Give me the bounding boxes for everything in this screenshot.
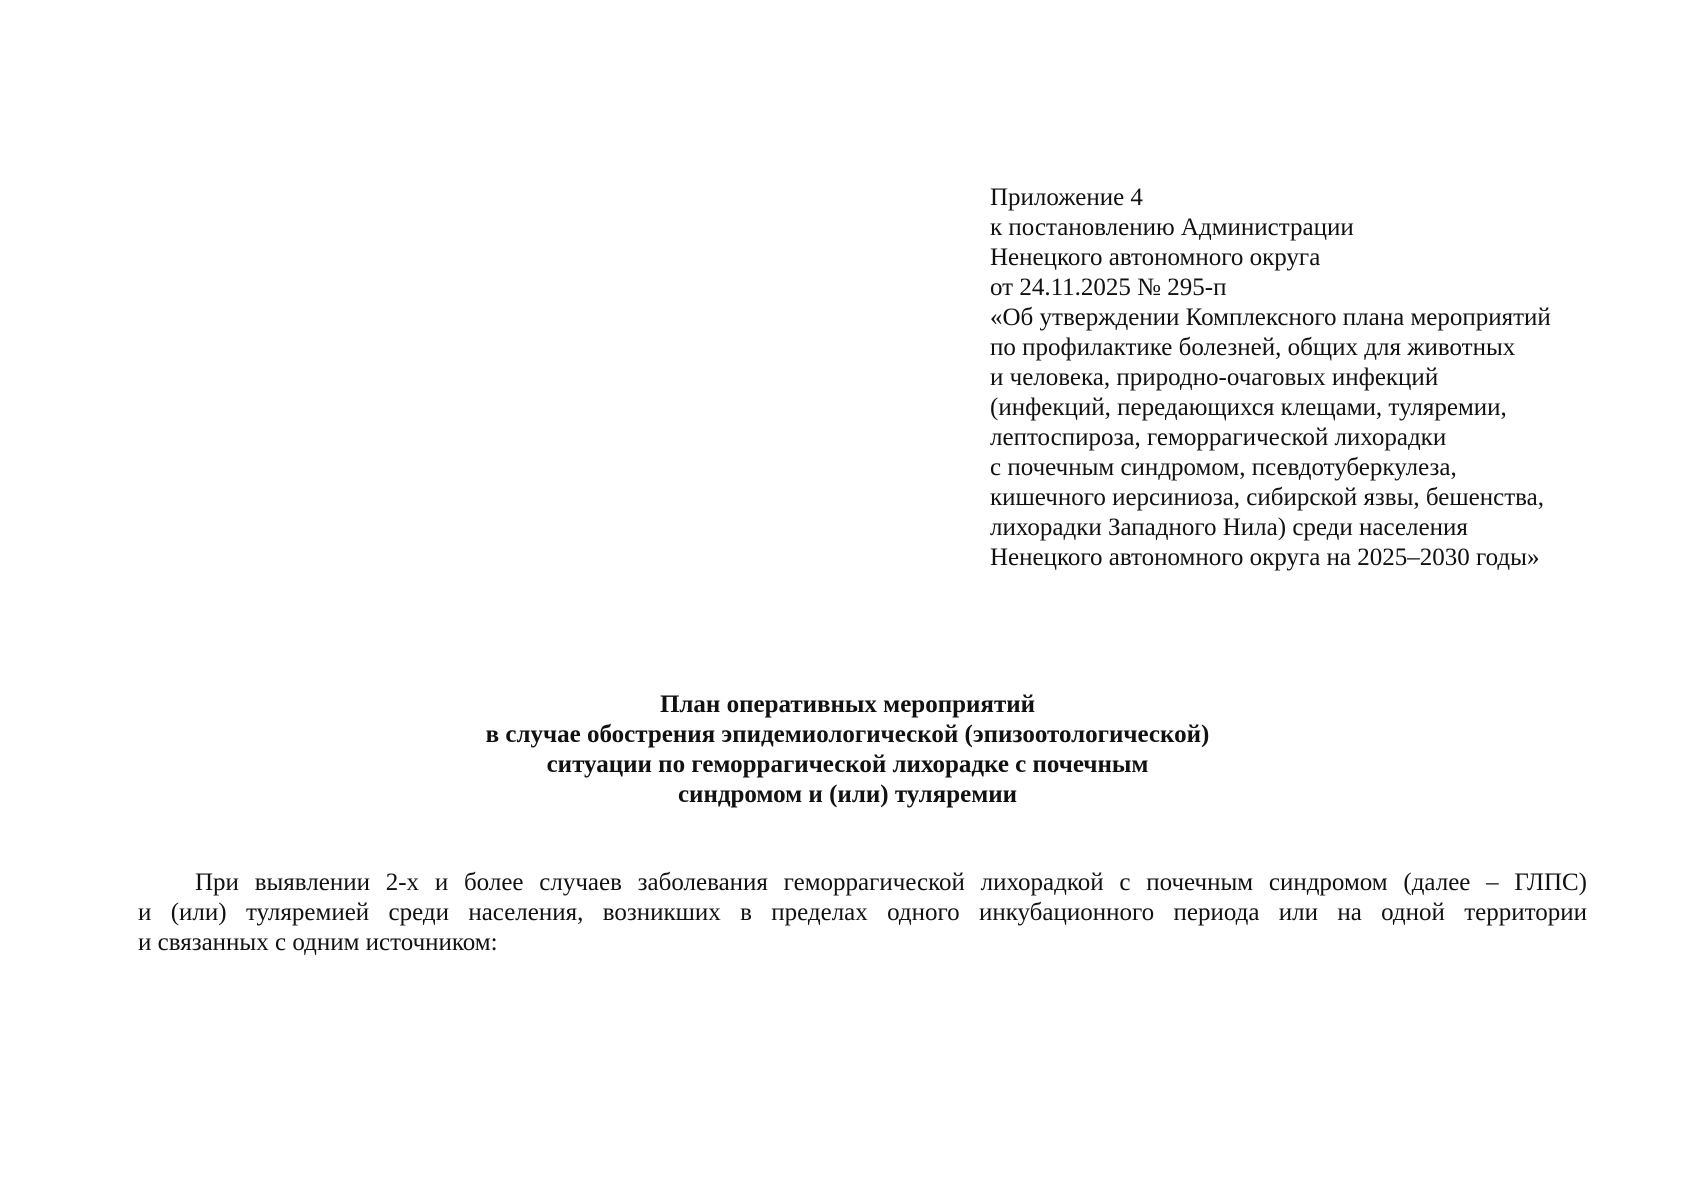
title-line: План оперативных мероприятий: [659, 691, 1036, 718]
appendix-header: [990, 183, 1650, 573]
body-paragraph: [138, 868, 1587, 958]
appendix-line: по профилактике болезней, общих для животных: [990, 334, 1516, 361]
appendix-line: от 24.11.2025 № 295-п: [990, 274, 1227, 301]
appendix-line: (инфекций, передающихся клещами, туляремии,: [990, 394, 1507, 421]
title-line: в случае обострения эпидемиологической (эпизоотологической): [485, 721, 1210, 748]
body-line: При выявлении 2-х и более случаев заболевания геморрагической лихорадкой с почечным синдромом (далее – ГЛПС): [195, 869, 1587, 896]
title-line: ситуации по геморрагической лихорадке с почечным: [546, 751, 1149, 778]
appendix-line: и человека, природно-очаговых инфекций: [990, 364, 1439, 391]
appendix-line: к постановлению Администрации: [990, 214, 1354, 241]
appendix-line: лептоспироза, геморрагической лихорадки: [990, 424, 1447, 451]
appendix-line: «Об утверждении Комплексного плана мероприятий: [990, 304, 1551, 331]
title-line: синдромом и (или) туляремии: [677, 781, 1018, 808]
appendix-line: кишечного иерсиниоза, сибирской язвы, бешенства,: [990, 484, 1544, 511]
appendix-line: Ненецкого автономного округа на 2025–2030 годы»: [990, 544, 1540, 571]
body-line: и (или) туляремией среди населения, возникших в пределах одного инкубационного периода или на одной территории: [138, 899, 1587, 926]
appendix-line: с почечным синдромом, псевдотуберкулеза,: [990, 454, 1457, 481]
body-line: и связанных с одним источником:: [138, 929, 498, 956]
appendix-line: Ненецкого автономного округа: [990, 244, 1321, 271]
appendix-line: лихорадки Западного Нила) среди населения: [990, 514, 1468, 541]
document-title: [0, 690, 1685, 810]
appendix-line: Приложение 4: [990, 184, 1143, 211]
